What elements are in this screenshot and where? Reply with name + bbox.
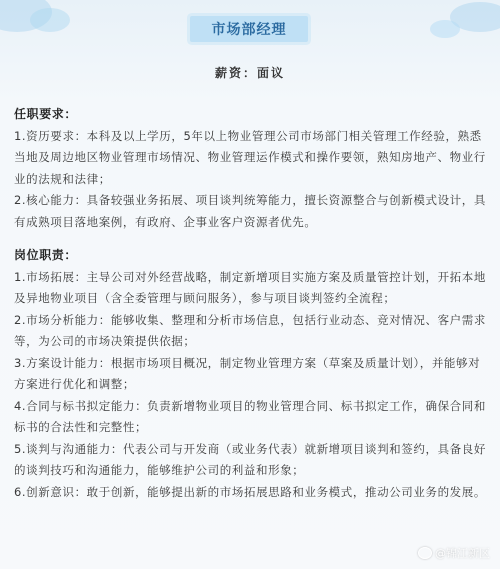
duty-item: 5.谈判与沟通能力：代表公司与开发商（或业务代表）就新增项目谈判和签约，具备良好的谈判技巧和沟通能力，能够维护公司的利益和形象； [14,441,486,477]
duty-item: 4.合同与标书拟定能力：负责新增物业项目的物业管理合同、标书拟定工作，确保合同和标书的合法性和完整性； [14,398,486,434]
requirement-item: 1.资历要求：本科及以上学历，5年以上物业管理公司市场部门相关管理工作经验，熟悉当地及周边地区物业管理市场情况、物业管理运作模式和操作要领，熟知房地产、物业行业的法规和法律； [14,128,486,186]
duty-item: 6.创新意识：敢于创新，能够提出新的市场拓展思路和业务模式，推动公司业务的发展。 [14,484,486,499]
duty-item: 2.市场分析能力：能够收集、整理和分析市场信息，包括行业动态、竞对情况、客户需求等，为公司的市场决策提供依据； [14,312,486,348]
watermark [418,545,490,561]
requirements-heading: 任职要求： [14,107,78,121]
cloud-decoration [30,8,70,32]
watermark-text: @锦江新区 [435,547,490,560]
weibo-icon [418,547,432,559]
salary-line: 薪资：面议 [214,66,285,80]
cloud-decoration [430,20,460,38]
requirement-item: 2.核心能力：具备较强业务拓展、项目谈判统筹能力，擅长资源整合与创新模式设计，具有成熟项目落地案例，有政府、企事业客户资源者优先。 [14,193,486,229]
job-title: 市场部经理 [211,22,287,38]
job-content [14,104,492,503]
duty-item: 1.市场拓展：主导公司对外经营战略，制定新增项目实施方案及质量管控计划，开拓本地及异地物业项目（含全委管理与顾问服务），参与项目谈判签约全流程； [14,269,486,305]
duties-heading: 岗位职责： [14,248,78,262]
duty-item: 3.方案设计能力：根据市场项目概况，制定物业管理方案（草案及质量计划），并能够对方案进行优化和调整； [14,355,481,391]
title-banner [190,16,308,42]
